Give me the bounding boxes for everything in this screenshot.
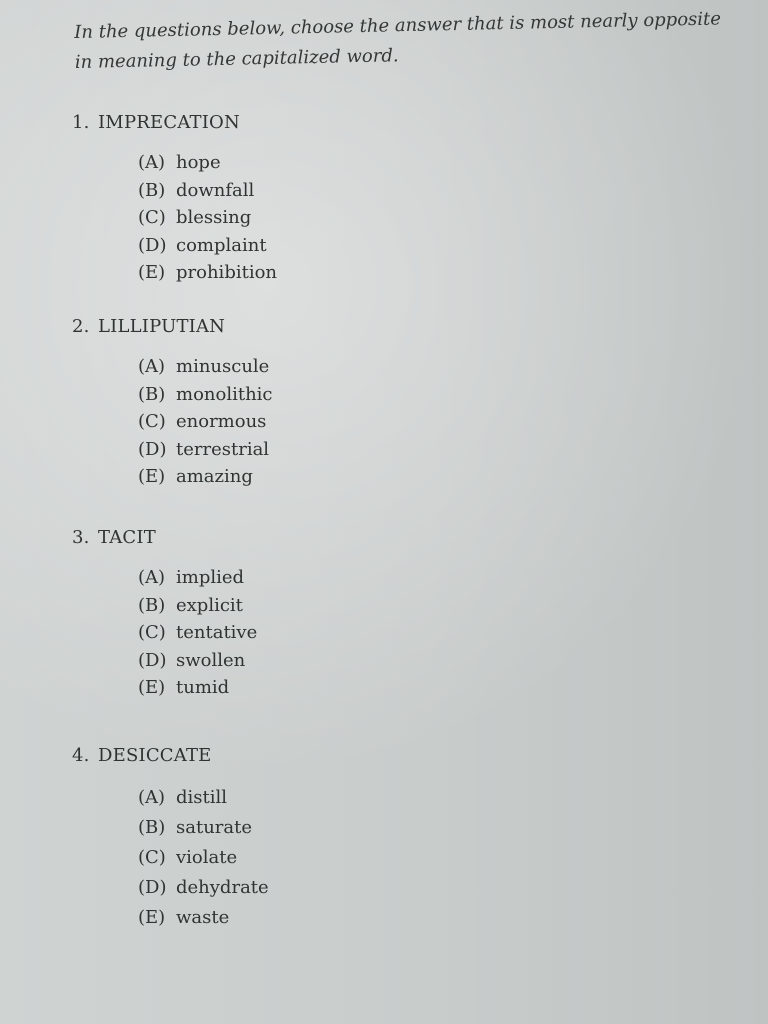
choice-letter: (A) xyxy=(138,152,166,173)
choice-d xyxy=(138,648,672,676)
question-word: TACIT xyxy=(98,527,156,548)
choice-text: monolithic xyxy=(176,383,273,405)
choice-c xyxy=(138,205,672,233)
question-stem xyxy=(72,111,672,135)
choice-letter: (B) xyxy=(138,817,166,838)
choice-a xyxy=(138,354,672,382)
question-number: 4. xyxy=(72,745,90,766)
choice-list xyxy=(138,785,672,935)
choice-letter: (A) xyxy=(138,356,166,377)
question-word: DESICCATE xyxy=(98,745,212,766)
question-number: 1. xyxy=(72,112,90,133)
choice-text: tentative xyxy=(176,622,258,643)
choice-letter: (A) xyxy=(138,787,166,808)
instructions-line-1: In the questions below, choose the answer that is most nearly opposite xyxy=(74,8,722,43)
question-4 xyxy=(72,744,672,935)
choice-b xyxy=(138,815,672,845)
choice-text: tumid xyxy=(176,677,230,698)
choice-a xyxy=(138,785,672,815)
choice-text: implied xyxy=(176,567,245,588)
choice-letter: (E) xyxy=(138,262,166,283)
choice-letter: (D) xyxy=(138,438,167,460)
choice-text: downfall xyxy=(176,179,255,201)
choice-letter: (C) xyxy=(138,847,166,868)
question-3 xyxy=(72,526,672,703)
choice-text: terrestrial xyxy=(176,438,270,460)
question-word: LILLIPUTIAN xyxy=(98,316,226,337)
choice-c xyxy=(138,409,672,437)
choice-d xyxy=(138,437,672,465)
choice-text: prohibition xyxy=(176,262,278,283)
choice-c xyxy=(138,620,672,648)
choice-list xyxy=(138,565,672,703)
choice-letter: (D) xyxy=(138,649,167,671)
choice-letter: (D) xyxy=(138,877,167,898)
question-number: 3. xyxy=(72,527,90,548)
choice-text: hope xyxy=(176,152,221,173)
choice-b xyxy=(138,178,672,206)
choice-e xyxy=(138,675,672,703)
question-number: 2. xyxy=(72,316,90,337)
choice-text: amazing xyxy=(176,466,253,487)
choice-letter: (A) xyxy=(138,567,166,588)
choice-b xyxy=(138,593,672,621)
choice-text: blessing xyxy=(176,207,252,228)
choice-a xyxy=(138,565,672,593)
question-2 xyxy=(72,315,672,492)
choice-text: enormous xyxy=(176,411,267,432)
choice-letter: (C) xyxy=(138,207,166,228)
choice-text: saturate xyxy=(176,817,253,838)
question-stem xyxy=(72,526,672,550)
instructions xyxy=(74,5,722,78)
choice-b xyxy=(138,382,672,410)
choice-letter: (B) xyxy=(138,594,166,616)
choice-letter: (C) xyxy=(138,411,166,432)
choice-text: distill xyxy=(176,787,228,808)
choice-letter: (B) xyxy=(138,383,166,405)
choice-letter: (C) xyxy=(138,622,166,643)
choice-letter: (E) xyxy=(138,466,166,487)
question-stem xyxy=(72,744,672,768)
choice-letter: (D) xyxy=(138,234,167,256)
choice-text: waste xyxy=(176,907,230,928)
choice-list xyxy=(138,354,672,492)
question-word: IMPRECATION xyxy=(98,112,240,133)
choice-a xyxy=(138,150,672,178)
choice-letter: (B) xyxy=(138,179,166,201)
choice-text: complaint xyxy=(176,234,267,256)
choice-letter: (E) xyxy=(138,677,166,698)
choice-c xyxy=(138,845,672,875)
instructions-line-2: in meaning to the capitalized word. xyxy=(74,45,399,73)
choice-e xyxy=(138,260,672,288)
choice-d xyxy=(138,233,672,261)
choice-text: minuscule xyxy=(176,356,270,377)
choice-text: explicit xyxy=(176,594,243,616)
choice-list xyxy=(138,150,672,288)
choice-e xyxy=(138,905,672,935)
choice-text: swollen xyxy=(176,649,246,671)
choice-d xyxy=(138,875,672,905)
choice-text: dehydrate xyxy=(176,877,269,898)
question-stem xyxy=(72,315,672,339)
question-1 xyxy=(72,111,672,288)
choice-e xyxy=(138,464,672,492)
choice-letter: (E) xyxy=(138,907,166,928)
choice-text: violate xyxy=(176,847,238,868)
